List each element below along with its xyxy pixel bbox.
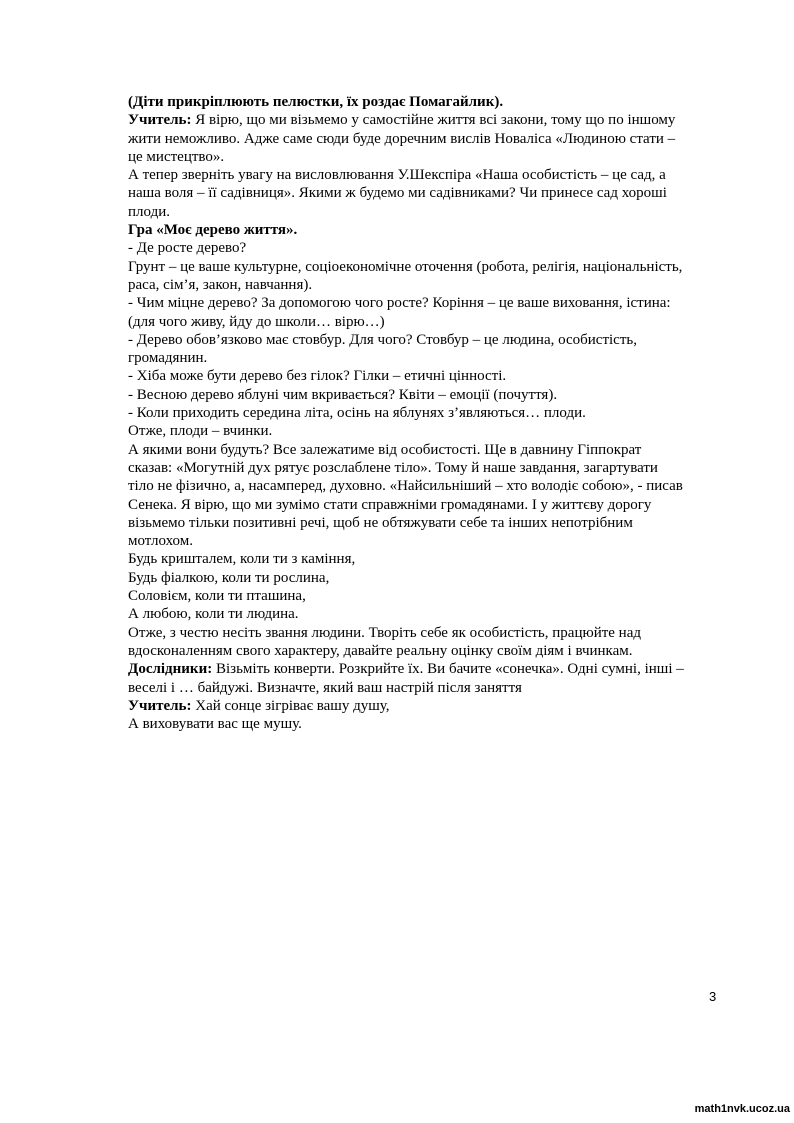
line-text: - Коли приходить середина літа, осінь на яблунях з’являються… плоди. (128, 405, 586, 422)
text-line (128, 496, 728, 514)
text-line (128, 679, 728, 697)
text-line (128, 386, 728, 404)
text-line (128, 404, 728, 422)
line-text: Грунт – це ваше культурне, соціоекономічне оточення (робота, релігія, національність, (128, 258, 683, 275)
line-text: Будь кришталем, коли ти з каміння, (128, 551, 356, 568)
text-line (128, 331, 728, 349)
text-line (128, 550, 728, 568)
text-line (128, 459, 728, 477)
text-line (128, 422, 728, 440)
line-text: громадянин. (128, 350, 208, 367)
text-line (128, 276, 728, 294)
line-text: (для чого живу, йду до школи… вірю…) (128, 313, 385, 330)
line-text: сказав: «Могутній дух рятує розслаблене тіло». Тому й наше завдання, загартувати (128, 459, 658, 476)
text-line (128, 221, 728, 239)
text-line (128, 477, 728, 495)
text-line (128, 111, 728, 129)
line-text: - Чим міцне дерево? За допомогою чого росте? Коріння – це ваше виховання, істина: (128, 295, 671, 312)
line-text: тіло не фізично, а, насамперед, духовно. «Найсильніший – хто володіє собою», - писав (128, 478, 683, 495)
text-line (128, 367, 728, 385)
text-line (128, 532, 728, 550)
text-line (128, 258, 728, 276)
line-text: Соловієм, коли ти пташина, (128, 588, 306, 605)
line-text: візьмемо тільки позитивні речі, щоб не обтяжувати себе та інших непотрібним (128, 514, 633, 531)
line-text: мотлохом. (128, 533, 193, 550)
bold-label: (Діти прикріплюють пелюстки, їх роздає Помагайлик). (128, 94, 504, 110)
text-line (128, 239, 728, 257)
text-line (128, 514, 728, 532)
line-text: вдосконаленням свого характеру, давайте реальну оцінку своїм діям і вчинкам. (128, 642, 633, 659)
text-line (128, 569, 728, 587)
site-watermark: math1nvk.ucoz.ua (694, 1103, 790, 1115)
page-number: 3 (709, 989, 717, 1004)
line-text: наша воля – її садівниця». Якими ж будемо ми садівниками? Чи принесе сад хороші (128, 185, 667, 202)
line-text: це мистецтво». (128, 148, 225, 165)
line-text: - Дерево обов’язково має стовбур. Для чого? Стовбур – це людина, особистість, (128, 331, 637, 348)
line-text: раса, сім’я, закон, навчання). (128, 276, 313, 293)
text-line (128, 605, 728, 623)
text-line (128, 697, 728, 715)
line-text: А тепер зверніть увагу на висловлювання У.Шекспіра «Наша особистість – це сад, а (128, 167, 666, 184)
text-line (128, 642, 728, 660)
line-text: Будь фіалкою, коли ти рослина, (128, 569, 330, 586)
line-text: жити неможливо. Адже саме сюди буде доречним вислів Новаліса «Людиною стати – (128, 130, 676, 147)
document-body (128, 93, 728, 733)
text-line (128, 660, 728, 678)
text-line (128, 148, 728, 166)
text-line (128, 349, 728, 367)
line-text: А виховувати вас ще мушу. (128, 716, 302, 733)
line-text: Отже, з честю несіть звання людини. Творіть себе як особистість, працюйте над (128, 624, 641, 641)
line-text: Хай сонце зігріває вашу душу, (191, 697, 390, 714)
line-text: А любою, коли ти людина. (128, 606, 299, 623)
bold-label: Учитель: (128, 697, 192, 714)
text-line (128, 130, 728, 148)
text-line (128, 184, 728, 202)
text-line (128, 715, 728, 733)
text-line (128, 587, 728, 605)
line-text: Отже, плоди – вчинки. (128, 423, 273, 440)
line-text: - Весною дерево яблуні чим вкривається? Квіти – емоції (почуття). (128, 386, 558, 403)
line-text: Сенека. Я вірю, що ми зумімо стати справжніми громадянами. І у життєву дорогу (128, 496, 652, 513)
text-line (128, 166, 728, 184)
bold-label: Дослідники: (128, 661, 213, 678)
line-text: - Хіба може бути дерево без гілок? Гілки – етичні цінності. (128, 368, 507, 385)
line-text: Візьміть конверти. Розкрийте їх. Ви бачите «сонечка». Одні сумні, інші – (212, 661, 684, 678)
line-text: А якими вони будуть? Все залежатиме від особистості. Ще в давнину Гіппократ (128, 441, 642, 458)
bold-label: Гра «Моє дерево життя». (128, 222, 298, 239)
text-line (128, 313, 728, 331)
text-line (128, 93, 728, 111)
text-line (128, 294, 728, 312)
line-text: веселі і … байдужі. Визначте, який ваш настрій після заняття (128, 679, 522, 696)
text-line (128, 441, 728, 459)
line-text: Я вірю, що ми візьмемо у самостійне життя всі закони, тому що по іншому (191, 112, 676, 129)
line-text: - Де росте дерево? (128, 240, 247, 257)
text-line (128, 203, 728, 221)
text-line (128, 624, 728, 642)
line-text: плоди. (128, 203, 170, 220)
bold-label: Учитель: (128, 112, 192, 129)
